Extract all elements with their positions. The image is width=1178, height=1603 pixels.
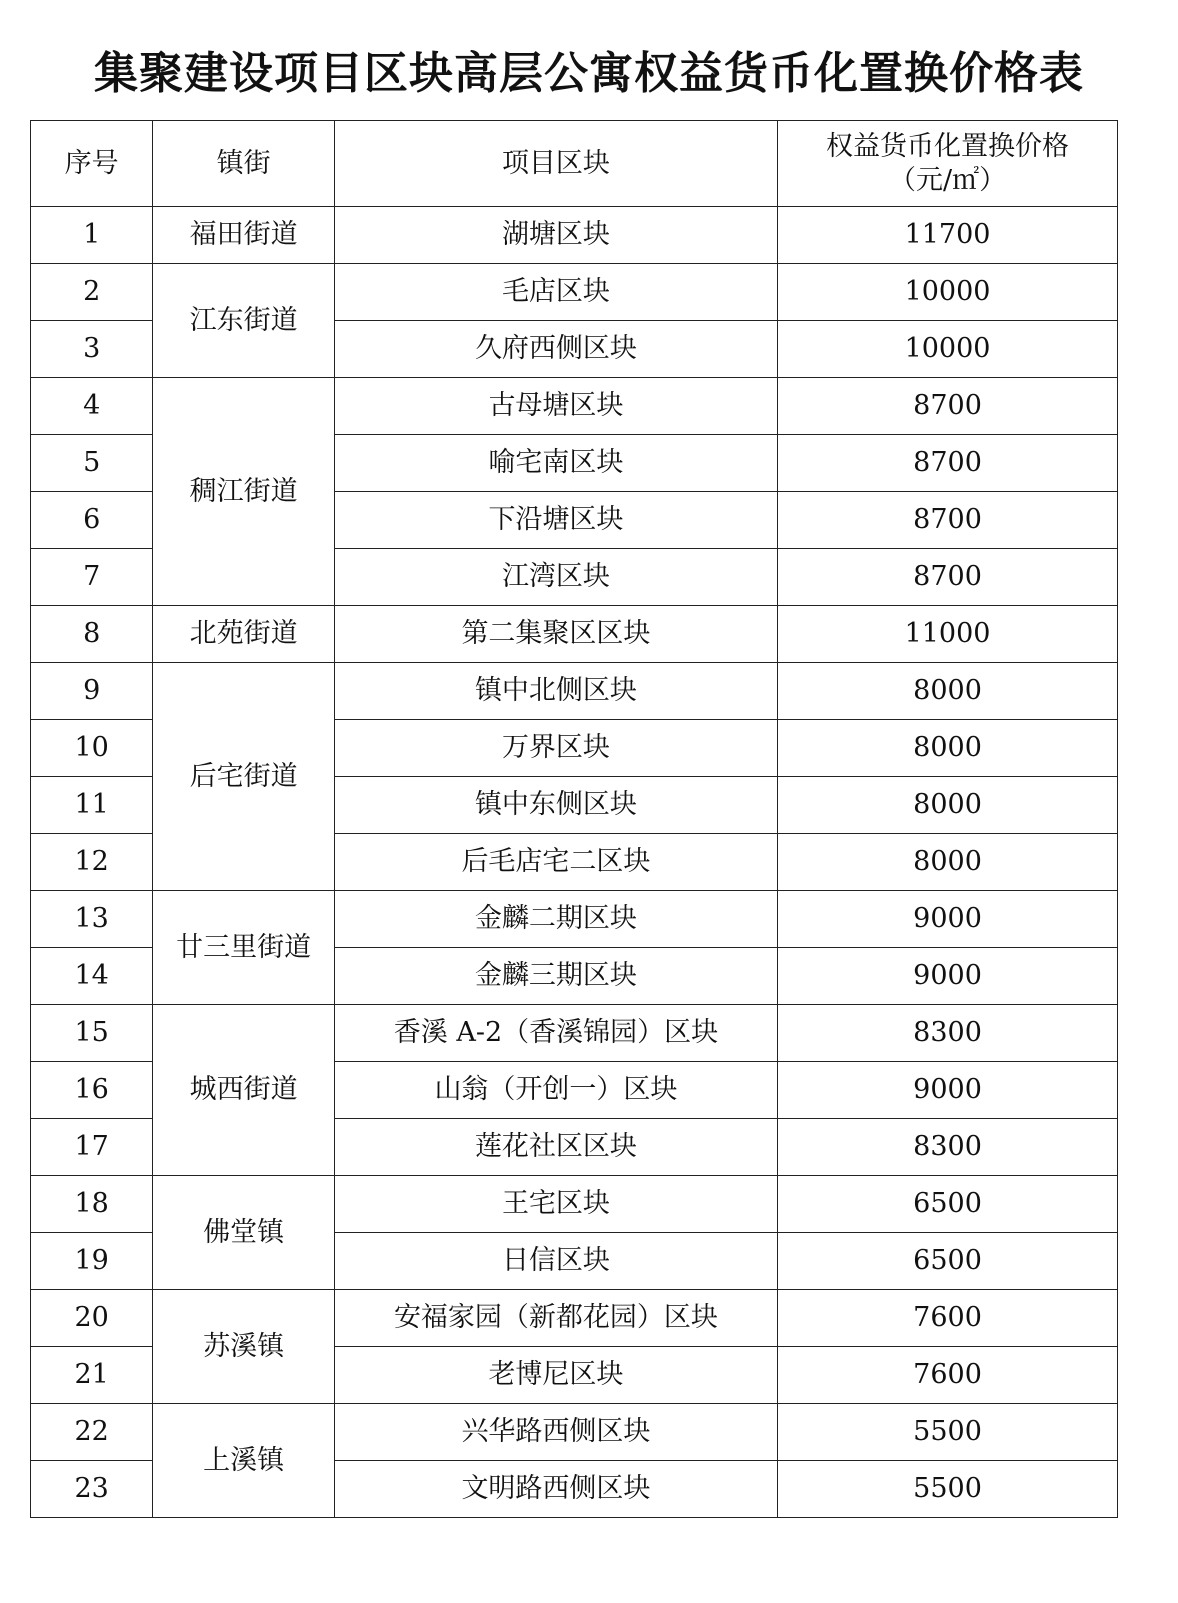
block-cell: 莲花社区区块: [334, 1119, 777, 1176]
table-row: [31, 1290, 1118, 1347]
block-cell: 久府西侧区块: [334, 321, 777, 378]
header-price-unit: （元/㎡）: [888, 164, 1007, 196]
price-cell: 9000: [778, 1062, 1118, 1119]
block-cell: 喻宅南区块: [334, 435, 777, 492]
header-block: 项目区块: [334, 121, 777, 207]
block-cell: 镇中北侧区块: [334, 663, 777, 720]
block-cell: 金麟三期区块: [334, 948, 777, 1005]
table-row: [31, 264, 1118, 321]
price-cell: 6500: [778, 1176, 1118, 1233]
price-cell: 9000: [778, 891, 1118, 948]
table-row: [31, 207, 1118, 264]
seq-cell: 14: [31, 948, 153, 1005]
town-cell: 福田街道: [153, 207, 335, 264]
block-cell: 金麟二期区块: [334, 891, 777, 948]
block-cell: 王宅区块: [334, 1176, 777, 1233]
seq-cell: 5: [31, 435, 153, 492]
seq-cell: 12: [31, 834, 153, 891]
table-row: [31, 1005, 1118, 1062]
block-cell: 第二集聚区区块: [334, 606, 777, 663]
header-seq: 序号: [31, 121, 153, 207]
price-cell: 8000: [778, 834, 1118, 891]
table-body: [31, 207, 1118, 1518]
seq-cell: 16: [31, 1062, 153, 1119]
seq-cell: 23: [31, 1461, 153, 1518]
block-cell: 后毛店宅二区块: [334, 834, 777, 891]
seq-cell: 6: [31, 492, 153, 549]
town-cell: 上溪镇: [153, 1404, 335, 1518]
town-cell: 后宅街道: [153, 663, 335, 891]
header-price-label: 权益货币化置换价格: [826, 130, 1070, 162]
table-row: [31, 1176, 1118, 1233]
price-cell: 5500: [778, 1461, 1118, 1518]
seq-cell: 18: [31, 1176, 153, 1233]
block-cell: 毛店区块: [334, 264, 777, 321]
block-cell: 安福家园（新都花园）区块: [334, 1290, 777, 1347]
price-cell: 11000: [778, 606, 1118, 663]
price-cell: 8000: [778, 777, 1118, 834]
price-cell: 8300: [778, 1119, 1118, 1176]
block-cell: 文明路西侧区块: [334, 1461, 777, 1518]
price-cell: 7600: [778, 1290, 1118, 1347]
block-cell: 古母塘区块: [334, 378, 777, 435]
block-cell: 兴华路西侧区块: [334, 1404, 777, 1461]
seq-cell: 10: [31, 720, 153, 777]
header-row: [31, 121, 1118, 207]
price-cell: 8700: [778, 492, 1118, 549]
price-cell: 8300: [778, 1005, 1118, 1062]
price-cell: 8700: [778, 549, 1118, 606]
block-cell: 万界区块: [334, 720, 777, 777]
seq-cell: 2: [31, 264, 153, 321]
block-cell: 老博尼区块: [334, 1347, 777, 1404]
price-cell: 9000: [778, 948, 1118, 1005]
table-row: [31, 891, 1118, 948]
price-cell: 5500: [778, 1404, 1118, 1461]
seq-cell: 17: [31, 1119, 153, 1176]
seq-cell: 1: [31, 207, 153, 264]
price-cell: 8000: [778, 720, 1118, 777]
town-cell: 北苑街道: [153, 606, 335, 663]
table-row: [31, 1404, 1118, 1461]
seq-cell: 9: [31, 663, 153, 720]
seq-cell: 20: [31, 1290, 153, 1347]
seq-cell: 15: [31, 1005, 153, 1062]
town-cell: 江东街道: [153, 264, 335, 378]
price-cell: 10000: [778, 321, 1118, 378]
town-cell: 苏溪镇: [153, 1290, 335, 1404]
table-row: [31, 663, 1118, 720]
header-price: [778, 121, 1118, 207]
block-cell: 镇中东侧区块: [334, 777, 777, 834]
seq-cell: 7: [31, 549, 153, 606]
block-cell: 日信区块: [334, 1233, 777, 1290]
price-cell: 8700: [778, 378, 1118, 435]
header-town: 镇街: [153, 121, 335, 207]
price-cell: 7600: [778, 1347, 1118, 1404]
block-cell: 下沿塘区块: [334, 492, 777, 549]
block-cell: 香溪 A-2（香溪锦园）区块: [334, 1005, 777, 1062]
price-cell: 8700: [778, 435, 1118, 492]
block-cell: 湖塘区块: [334, 207, 777, 264]
price-cell: 11700: [778, 207, 1118, 264]
price-cell: 8000: [778, 663, 1118, 720]
block-cell: 江湾区块: [334, 549, 777, 606]
seq-cell: 22: [31, 1404, 153, 1461]
town-cell: 廿三里街道: [153, 891, 335, 1005]
price-cell: 6500: [778, 1233, 1118, 1290]
seq-cell: 4: [31, 378, 153, 435]
seq-cell: 11: [31, 777, 153, 834]
town-cell: 佛堂镇: [153, 1176, 335, 1290]
seq-cell: 8: [31, 606, 153, 663]
block-cell: 山翁（开创一）区块: [334, 1062, 777, 1119]
seq-cell: 21: [31, 1347, 153, 1404]
page-title: 集聚建设项目区块高层公寓权益货币化置换价格表: [94, 48, 1084, 99]
table-row: [31, 606, 1118, 663]
table-row: [31, 378, 1118, 435]
town-cell: 城西街道: [153, 1005, 335, 1176]
price-cell: 10000: [778, 264, 1118, 321]
seq-cell: 19: [31, 1233, 153, 1290]
price-table: [30, 120, 1118, 1518]
seq-cell: 3: [31, 321, 153, 378]
town-cell: 稠江街道: [153, 378, 335, 606]
seq-cell: 13: [31, 891, 153, 948]
